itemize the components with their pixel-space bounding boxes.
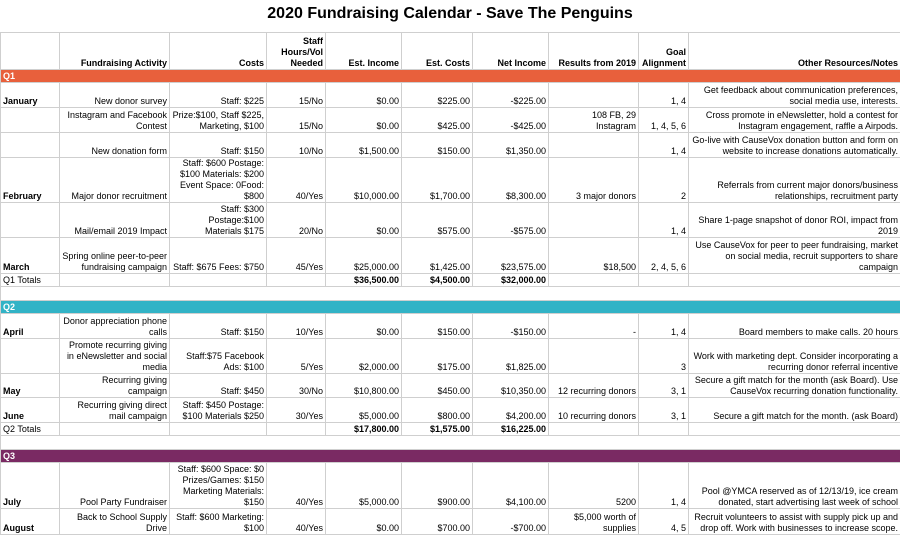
activity-cell[interactable]: Pool Party Fundraiser	[60, 463, 170, 509]
quarter-bar-q2	[1, 301, 900, 314]
results-2019-cell[interactable]: 12 recurring donors	[549, 374, 639, 398]
est-costs-cell[interactable]: $700.00	[402, 509, 473, 535]
staff-hours-cell[interactable]: 5/Yes	[267, 339, 326, 374]
staff-hours-cell[interactable]: 15/No	[267, 108, 326, 133]
table-row	[1, 133, 900, 158]
activity-cell[interactable]: Back to School Supply Drive	[60, 509, 170, 535]
header-est-income[interactable]: Est. Income	[326, 33, 402, 70]
month-cell[interactable]	[1, 133, 60, 158]
net-income-cell[interactable]: $8,300.00	[473, 158, 549, 203]
totals-label[interactable]: Q2 Totals	[1, 423, 60, 436]
staff-hours-cell[interactable]: 20/No	[267, 203, 326, 238]
staff-hours-cell[interactable]: 10/No	[267, 133, 326, 158]
results-2019-cell[interactable]	[549, 339, 639, 374]
total-income[interactable]: $17,800.00	[326, 423, 402, 436]
activity-cell[interactable]: Spring online peer-to-peer fundraising campaign	[60, 238, 170, 274]
month-cell[interactable]: March	[1, 238, 60, 274]
net-income-cell[interactable]: $4,100.00	[473, 463, 549, 509]
total-net[interactable]: $16,225.00	[473, 423, 549, 436]
goal-alignment-cell[interactable]: 1, 4	[639, 83, 689, 108]
est-income-cell[interactable]: $2,000.00	[326, 339, 402, 374]
notes-cell[interactable]: Recruit volunteers to assist with supply pick up and drop off. Work with businesses to increase scope.	[689, 509, 900, 535]
totals-row	[1, 423, 900, 436]
est-income-cell[interactable]: $5,000.00	[326, 463, 402, 509]
est-income-cell[interactable]: $0.00	[326, 314, 402, 339]
activity-cell[interactable]: New donor survey	[60, 83, 170, 108]
quarter-label: Q3	[1, 450, 900, 463]
spacer-row	[1, 436, 900, 450]
spacer-row	[1, 287, 900, 301]
empty-cell[interactable]	[639, 274, 689, 287]
est-costs-cell[interactable]: $150.00	[402, 133, 473, 158]
goal-alignment-cell[interactable]: 2	[639, 158, 689, 203]
month-cell[interactable]: June	[1, 398, 60, 423]
net-income-cell[interactable]: $1,825.00	[473, 339, 549, 374]
goal-alignment-cell[interactable]: 1, 4	[639, 133, 689, 158]
net-income-cell[interactable]: $23,575.00	[473, 238, 549, 274]
total-costs[interactable]: $1,575.00	[402, 423, 473, 436]
net-income-cell[interactable]: $1,350.00	[473, 133, 549, 158]
staff-hours-cell[interactable]: 45/Yes	[267, 238, 326, 274]
est-costs-cell[interactable]: $1,700.00	[402, 158, 473, 203]
month-cell[interactable]: January	[1, 83, 60, 108]
quarter-bar-q3	[1, 450, 900, 463]
month-cell[interactable]: August	[1, 509, 60, 535]
month-cell[interactable]: May	[1, 374, 60, 398]
quarter-label: Q2	[1, 301, 900, 314]
goal-alignment-cell[interactable]: 3, 1	[639, 374, 689, 398]
costs-cell[interactable]: Staff: $300 Postage:$100 Materials $175	[170, 203, 267, 238]
notes-cell[interactable]: Use CauseVox for peer to peer fundraising, market on social media, recruit supporters to share campaign	[689, 238, 900, 274]
header-costs[interactable]: Costs	[170, 33, 267, 70]
header-month[interactable]	[1, 33, 60, 70]
costs-cell[interactable]: Staff:$75 Facebook Ads: $100	[170, 339, 267, 374]
est-income-cell[interactable]: $10,000.00	[326, 158, 402, 203]
month-cell[interactable]: July	[1, 463, 60, 509]
net-income-cell[interactable]: $4,200.00	[473, 398, 549, 423]
month-cell[interactable]	[1, 108, 60, 133]
results-2019-cell[interactable]	[549, 203, 639, 238]
results-2019-cell[interactable]: $5,000 worth of supplies	[549, 509, 639, 535]
activity-cell[interactable]: Donor appreciation phone calls	[60, 314, 170, 339]
totals-row	[1, 274, 900, 287]
costs-cell[interactable]: Staff: $225	[170, 83, 267, 108]
goal-alignment-cell[interactable]: 3	[639, 339, 689, 374]
notes-cell[interactable]: Secure a gift match for the month (ask Board). Use CauseVox recurring donation functionality.	[689, 374, 900, 398]
table-row	[1, 158, 900, 203]
activity-cell[interactable]: Major donor recruitment	[60, 158, 170, 203]
table-row	[1, 238, 900, 274]
staff-hours-cell[interactable]: 30/Yes	[267, 398, 326, 423]
fundraising-calendar-table	[0, 32, 900, 535]
staff-hours-cell[interactable]: 10/Yes	[267, 314, 326, 339]
activity-cell[interactable]: Mail/email 2019 Impact	[60, 203, 170, 238]
est-income-cell[interactable]: $1,500.00	[326, 133, 402, 158]
est-income-cell[interactable]: $5,000.00	[326, 398, 402, 423]
costs-cell[interactable]: Staff: $150	[170, 314, 267, 339]
results-2019-cell[interactable]	[549, 83, 639, 108]
table-row	[1, 509, 900, 535]
notes-cell[interactable]: Cross promote in eNewsletter, hold a contest for Instagram engagement, raffle a Airpods.	[689, 108, 900, 133]
month-cell[interactable]	[1, 203, 60, 238]
quarter-bar-q1	[1, 70, 900, 83]
results-2019-cell[interactable]: 10 recurring donors	[549, 398, 639, 423]
total-net[interactable]: $32,000.00	[473, 274, 549, 287]
activity-cell[interactable]: Instagram and Facebook Contest	[60, 108, 170, 133]
table-row	[1, 108, 900, 133]
header-results-2019[interactable]: Results from 2019	[549, 33, 639, 70]
empty-cell[interactable]	[549, 274, 639, 287]
costs-cell[interactable]: Staff: $450 Postage: $100 Materials $250	[170, 398, 267, 423]
table-row	[1, 314, 900, 339]
header-staff-hours[interactable]: Staff Hours/Vol Needed	[267, 33, 326, 70]
est-income-cell[interactable]: $0.00	[326, 83, 402, 108]
empty-cell[interactable]	[549, 423, 639, 436]
costs-cell[interactable]: Prize:$100, Staff $225, Marketing, $100	[170, 108, 267, 133]
header-row	[1, 33, 900, 70]
results-2019-cell[interactable]: 5200	[549, 463, 639, 509]
est-income-cell[interactable]: $25,000.00	[326, 238, 402, 274]
empty-cell[interactable]	[267, 423, 326, 436]
staff-hours-cell[interactable]: 15/No	[267, 83, 326, 108]
empty-cell[interactable]	[267, 274, 326, 287]
est-costs-cell[interactable]: $175.00	[402, 339, 473, 374]
costs-cell[interactable]: Staff: $150	[170, 133, 267, 158]
est-costs-cell[interactable]: $150.00	[402, 314, 473, 339]
empty-cell[interactable]	[170, 274, 267, 287]
goal-alignment-cell[interactable]: 3, 1	[639, 398, 689, 423]
table-row	[1, 398, 900, 423]
est-costs-cell[interactable]: $1,425.00	[402, 238, 473, 274]
goal-alignment-cell[interactable]: 1, 4	[639, 314, 689, 339]
month-cell[interactable]: April	[1, 314, 60, 339]
header-est-costs[interactable]: Est. Costs	[402, 33, 473, 70]
table-row	[1, 463, 900, 509]
staff-hours-cell[interactable]: 40/Yes	[267, 158, 326, 203]
header-goal-alignment[interactable]: Goal Alignment	[639, 33, 689, 70]
net-income-cell[interactable]: -$425.00	[473, 108, 549, 133]
costs-cell[interactable]: Staff: $600 Marketing: $100	[170, 509, 267, 535]
activity-cell[interactable]: Promote recurring giving in eNewsletter and social media	[60, 339, 170, 374]
spacer-cell	[1, 436, 900, 450]
goal-alignment-cell[interactable]: 1, 4	[639, 203, 689, 238]
net-income-cell[interactable]: -$575.00	[473, 203, 549, 238]
total-income[interactable]: $36,500.00	[326, 274, 402, 287]
activity-cell[interactable]: Recurring giving campaign	[60, 374, 170, 398]
notes-cell[interactable]: Go-live with CauseVox donation button and form on website to increase donations automatically.	[689, 133, 900, 158]
table-row	[1, 339, 900, 374]
empty-cell[interactable]	[689, 423, 900, 436]
est-costs-cell[interactable]: $575.00	[402, 203, 473, 238]
notes-cell[interactable]: Referrals from current major donors/business relationships, recruitment party	[689, 158, 900, 203]
est-income-cell[interactable]: $0.00	[326, 509, 402, 535]
staff-hours-cell[interactable]: 40/Yes	[267, 509, 326, 535]
empty-cell[interactable]	[60, 423, 170, 436]
table-row	[1, 83, 900, 108]
net-income-cell[interactable]: -$150.00	[473, 314, 549, 339]
total-costs[interactable]: $4,500.00	[402, 274, 473, 287]
staff-hours-cell[interactable]: 40/Yes	[267, 463, 326, 509]
notes-cell[interactable]: Board members to make calls. 20 hours	[689, 314, 900, 339]
results-2019-cell[interactable]: $18,500	[549, 238, 639, 274]
empty-cell[interactable]	[639, 423, 689, 436]
totals-label[interactable]: Q1 Totals	[1, 274, 60, 287]
goal-alignment-cell[interactable]: 1, 4	[639, 463, 689, 509]
header-activity[interactable]: Fundraising Activity	[60, 33, 170, 70]
notes-cell[interactable]: Get feedback about communication preferences, social media use, interests.	[689, 83, 900, 108]
header-net-income[interactable]: Net Income	[473, 33, 549, 70]
table-row	[1, 203, 900, 238]
notes-cell[interactable]: Work with marketing dept. Consider incorporating a recurring donor referral incentive	[689, 339, 900, 374]
goal-alignment-cell[interactable]: 1, 4, 5, 6	[639, 108, 689, 133]
notes-cell[interactable]: Secure a gift match for the month. (ask Board)	[689, 398, 900, 423]
table-row	[1, 374, 900, 398]
activity-cell[interactable]: Recurring giving direct mail campaign	[60, 398, 170, 423]
month-cell[interactable]	[1, 339, 60, 374]
month-cell[interactable]: February	[1, 158, 60, 203]
est-costs-cell[interactable]: $225.00	[402, 83, 473, 108]
net-income-cell[interactable]: $10,350.00	[473, 374, 549, 398]
results-2019-cell[interactable]: -	[549, 314, 639, 339]
quarter-label: Q1	[1, 70, 900, 83]
net-income-cell[interactable]: -$225.00	[473, 83, 549, 108]
header-notes[interactable]: Other Resources/Notes	[689, 33, 900, 70]
net-income-cell[interactable]: -$700.00	[473, 509, 549, 535]
empty-cell[interactable]	[170, 423, 267, 436]
activity-cell[interactable]: New donation form	[60, 133, 170, 158]
est-income-cell[interactable]: $0.00	[326, 203, 402, 238]
costs-cell[interactable]: Staff: $600 Postage: $100 Materials: $200 Event Space: 0Food: $800	[170, 158, 267, 203]
notes-cell[interactable]: Pool @YMCA reserved as of 12/13/19, ice cream donated, start advertising last week of school	[689, 463, 900, 509]
est-costs-cell[interactable]: $450.00	[402, 374, 473, 398]
est-income-cell[interactable]: $0.00	[326, 108, 402, 133]
sheet-title: 2020 Fundraising Calendar - Save The Penguins	[267, 5, 633, 22]
est-costs-cell[interactable]: $900.00	[402, 463, 473, 509]
est-income-cell[interactable]: $10,800.00	[326, 374, 402, 398]
results-2019-cell[interactable]: 108 FB, 29 Instagram	[549, 108, 639, 133]
costs-cell[interactable]: Staff: $600 Space: $0 Prizes/Games: $150 Marketing Materials: $150	[170, 463, 267, 509]
goal-alignment-cell[interactable]: 4, 5	[639, 509, 689, 535]
empty-cell[interactable]	[60, 274, 170, 287]
results-2019-cell[interactable]: 3 major donors	[549, 158, 639, 203]
costs-cell[interactable]: Staff: $675 Fees: $750	[170, 238, 267, 274]
staff-hours-cell[interactable]: 30/No	[267, 374, 326, 398]
notes-cell[interactable]: Share 1-page snapshot of donor ROI, impact from 2019	[689, 203, 900, 238]
goal-alignment-cell[interactable]: 2, 4, 5, 6	[639, 238, 689, 274]
costs-cell[interactable]: Staff: $450	[170, 374, 267, 398]
empty-cell[interactable]	[689, 274, 900, 287]
est-costs-cell[interactable]: $800.00	[402, 398, 473, 423]
results-2019-cell[interactable]	[549, 133, 639, 158]
est-costs-cell[interactable]: $425.00	[402, 108, 473, 133]
spacer-cell	[1, 287, 900, 301]
